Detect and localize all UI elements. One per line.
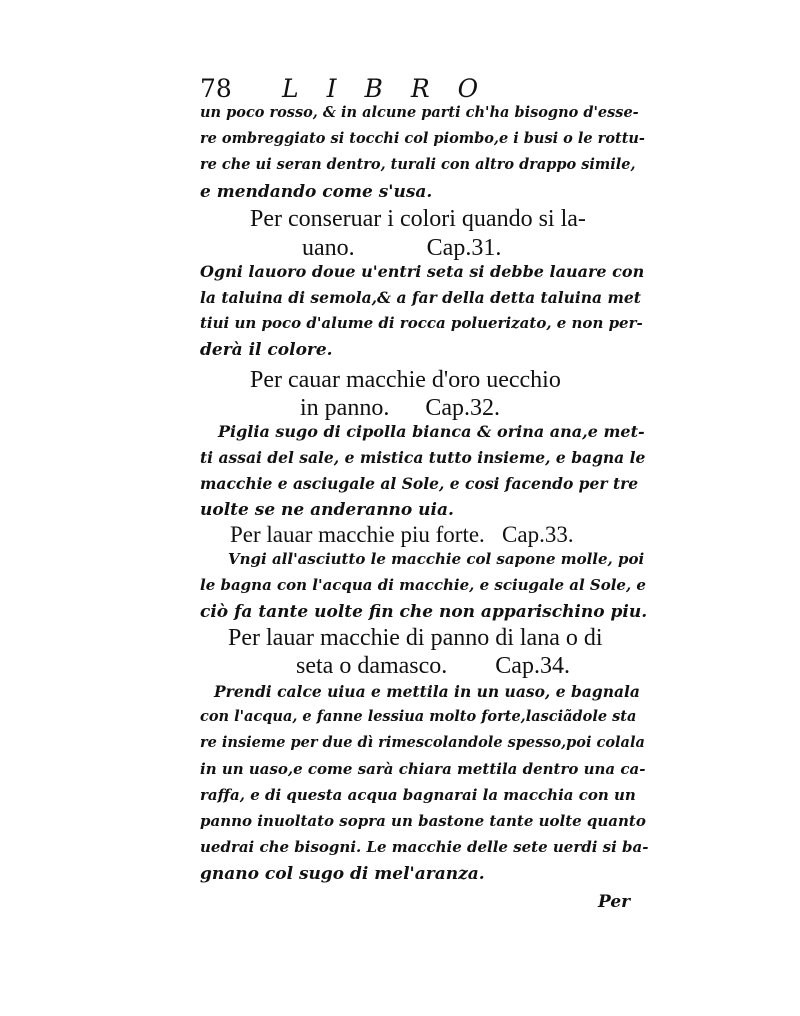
text-line: Piglia sugo di cipolla bianca & orina ana,e met- [218, 422, 645, 441]
page-number: 78 [200, 74, 232, 103]
text-line: uolte se ne anderanno uia. [200, 500, 454, 520]
text-line: ciò fa tante uolte fin che non apparischino piu. [200, 602, 648, 622]
text-line: gnano col sugo di mel'aranza. [200, 864, 485, 884]
text-line: la taluina di semola,& a far della detta taluina met [200, 288, 641, 307]
text-line: ti assai del sale, e mistica tutto insieme, e bagna le [200, 448, 646, 467]
text-line: macchie e asciugale al Sole, e cosi facendo per tre [200, 474, 639, 493]
text-line: Prendi calce uiua e mettila in un uaso, e bagnala [214, 682, 640, 701]
text-line: un poco rosso, & in alcune parti ch'ha bisogno d'esse- [200, 104, 639, 121]
running-head: LIBRO [282, 74, 507, 103]
text-line: re ombreggiato si tocchi col piombo,e i busi o le rottu- [200, 130, 645, 147]
page-header [200, 74, 507, 108]
text-line: e mendando come s'usa. [200, 182, 433, 202]
text-line: panno inuoltato sopra un bastone tante uolte quanto [200, 812, 646, 830]
chapter-heading: Per lauar macchie di panno di lana o di [228, 625, 603, 651]
chapter-heading: uano. Cap.31. [302, 235, 502, 261]
text-line: derà il colore. [200, 340, 333, 360]
text-line: tiui un poco d'alume di rocca poluerizato, e non per- [200, 314, 643, 332]
text-line: re che ui seran dentro, turali con altro drappo simile, [200, 156, 636, 173]
text-line: le bagna con l'acqua di macchie, e sciugale al Sole, e [200, 576, 646, 594]
chapter-heading: Per cauar macchie d'oro uecchio [250, 367, 561, 393]
chapter-heading: Per lauar macchie piu forte. Cap.33. [230, 522, 574, 547]
chapter-heading: Per conseruar i colori quando si la- [250, 206, 586, 232]
text-line: uedrai che bisogni. Le macchie delle sete uerdi si ba- [200, 838, 649, 856]
catchword: Per [598, 892, 631, 912]
text-line: in un uaso,e come sarà chiara mettila dentro una ca- [200, 760, 646, 778]
text-line: con l'acqua, e fanne lessiua molto forte,lasciãdole sta [200, 708, 637, 725]
chapter-heading: in panno. Cap.32. [300, 395, 500, 421]
text-line: raffa, e di questa acqua bagnarai la macchia con un [200, 786, 636, 804]
text-line: Ogni lauoro doue u'entri seta si debbe lauare con [200, 262, 645, 281]
text-line: Vngi all'asciutto le macchie col sapone molle, poi [228, 550, 645, 568]
chapter-heading: seta o damasco. Cap.34. [296, 653, 570, 679]
text-line: re insieme per due dì rimescolandole spesso,poi colala [200, 734, 645, 751]
